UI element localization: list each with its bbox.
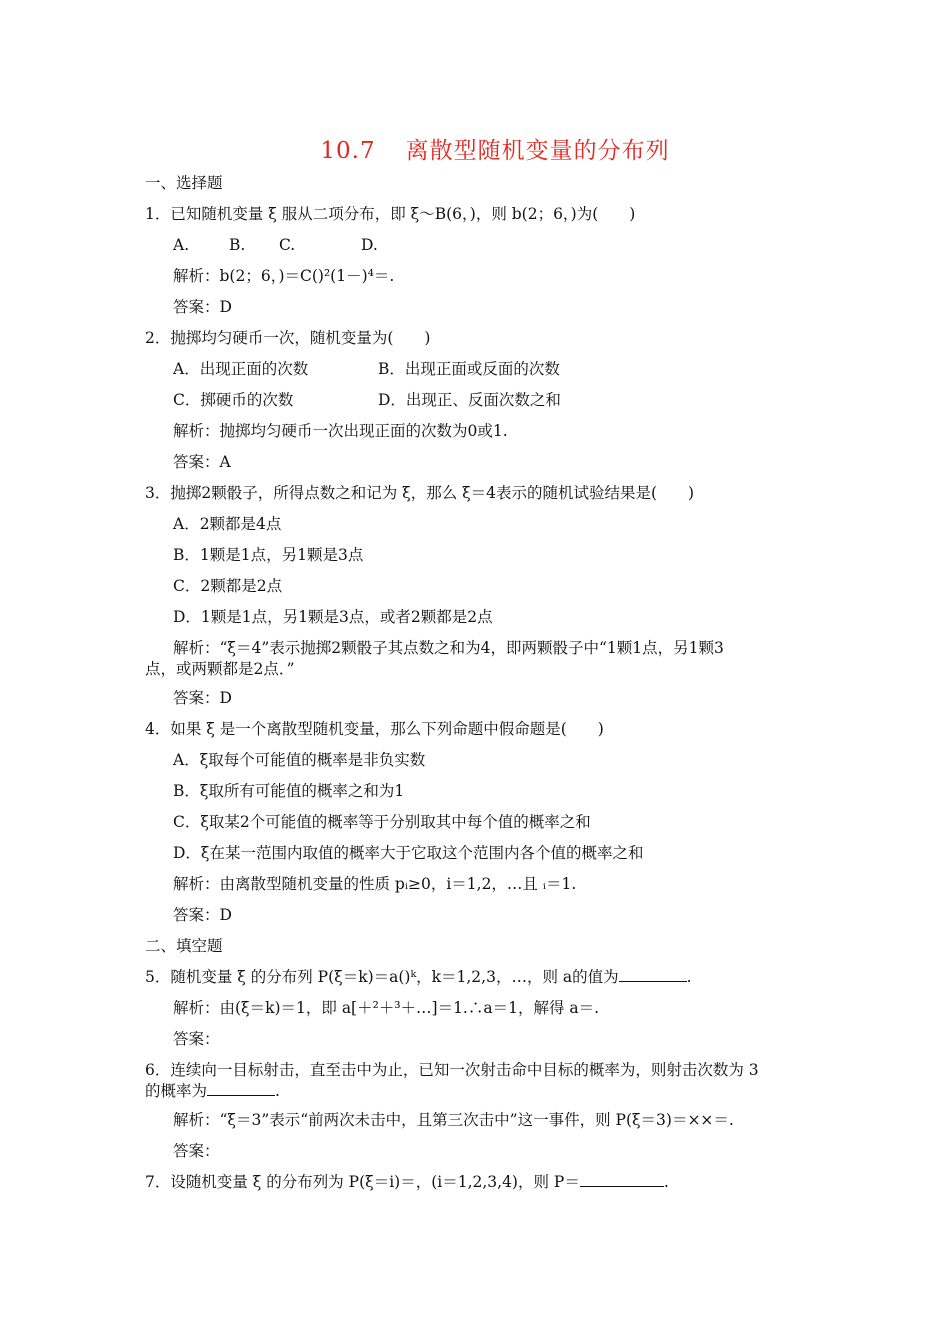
q2-opt-c: C．掷硬币的次数 — [173, 391, 294, 409]
q2-analysis: 解析：抛掷均匀硬币一次出现正面的次数为0或1. — [173, 422, 508, 440]
q1-options — [173, 235, 378, 255]
q2-stem: 2．抛掷均匀硬币一次，随机变量为( ) — [145, 329, 431, 347]
q3-answer: 答案：D — [173, 689, 232, 707]
q1-stem: 1．已知随机变量 ξ 服从二项分布，即 ξ～B(6，)，则 b(2；6，)为( ) — [145, 205, 636, 223]
section-fill: 二、填空题 — [145, 937, 223, 955]
q1-opt-c: C. — [279, 236, 296, 254]
q3-analysis-line1: 解析：“ξ＝4”表示抛掷2颗骰子其点数之和为4，即两颗骰子中“1颗1点，另1颗3 — [173, 639, 724, 657]
q2-opt-b: B．出现正面或反面的次数 — [378, 360, 560, 378]
q6-stem-end: . — [275, 1082, 280, 1100]
q4-opt-b: B．ξ取所有可能值的概率之和为1 — [173, 782, 405, 800]
q3-opt-d: D．1颗是1点，另1颗是3点，或者2颗都是2点 — [173, 608, 493, 626]
q6-stem-line1: 6．连续向一目标射击，直至击中为止，已知一次射击命中目标的概率为，则射击次数为 3 — [145, 1061, 759, 1079]
q6-stem-text: 的概率为 — [145, 1082, 208, 1100]
q5-stem-text: 5．随机变量 ξ 的分布列 P(ξ＝k)＝a()ᵏ，k＝1,2,3，…，则 a的值为 — [145, 968, 619, 986]
q6-answer: 答案： — [173, 1142, 220, 1160]
page-title — [0, 132, 950, 165]
q2-opt-a: A．出现正面的次数 — [173, 360, 309, 378]
title-text: 离散型随机变量的分布列 — [405, 138, 670, 164]
q5-analysis: 解析：由(ξ＝k)＝1，即 a[＋²＋³＋…]＝1.∴a＝1，解得 a＝. — [173, 999, 600, 1017]
q7-stem — [145, 1172, 669, 1192]
q4-stem: 4．如果 ξ 是一个离散型随机变量，那么下列命题中假命题是( ) — [145, 720, 604, 738]
q5-answer: 答案： — [173, 1030, 220, 1048]
q2-answer: 答案：A — [173, 453, 231, 471]
q3-opt-c: C．2颗都是2点 — [173, 577, 283, 595]
q4-opt-d: D．ξ在某一范围内取值的概率大于它取这个范围内各个值的概率之和 — [173, 844, 644, 862]
q4-opt-c: C．ξ取某2个可能值的概率等于分别取其中每个值的概率之和 — [173, 813, 591, 831]
q4-opt-a: A．ξ取每个可能值的概率是非负实数 — [173, 751, 426, 769]
q7-answer-blank[interactable] — [580, 1172, 664, 1187]
q3-opt-b: B．1颗是1点，另1颗是3点 — [173, 546, 364, 564]
q3-analysis-line2: 点，或两颗都是2点．” — [145, 660, 295, 678]
q3-opt-a: A．2颗都是4点 — [173, 515, 282, 533]
q1-opt-b: B. — [229, 236, 246, 254]
q6-stem-line2 — [145, 1081, 280, 1101]
q2-opt-d: D．出现正、反面次数之和 — [378, 391, 561, 409]
q7-stem-text: 7．设随机变量 ξ 的分布列为 P(ξ＝i)＝，(i＝1,2,3,4)，则 P＝ — [145, 1173, 580, 1191]
section-choice: 一、选择题 — [145, 174, 223, 192]
q5-stem — [145, 967, 692, 987]
q5-stem-end: . — [686, 968, 692, 986]
q6-analysis: 解析：“ξ＝3”表示“前两次未击中，且第三次击中”这一事件，则 P(ξ＝3)＝××＝. — [173, 1111, 734, 1129]
q6-answer-blank[interactable] — [207, 1081, 275, 1096]
q4-answer: 答案：D — [173, 906, 232, 924]
title-number: 10.7 — [320, 138, 376, 164]
q7-stem-end: . — [663, 1173, 669, 1191]
q1-analysis: 解析：b(2；6，)＝C()²(1－)⁴＝. — [173, 267, 395, 285]
q4-analysis: 解析：由离散型随机变量的性质 pᵢ≥0，i＝1,2，…且 ᵢ＝1. — [173, 875, 577, 893]
q1-opt-a: A. — [173, 236, 190, 254]
q1-opt-d: D. — [361, 236, 378, 254]
q3-stem: 3．抛掷2颗骰子，所得点数之和记为 ξ，那么 ξ＝4表示的随机试验结果是( ) — [145, 484, 695, 502]
q5-answer-blank[interactable] — [619, 967, 687, 982]
q1-answer: 答案：D — [173, 298, 232, 316]
